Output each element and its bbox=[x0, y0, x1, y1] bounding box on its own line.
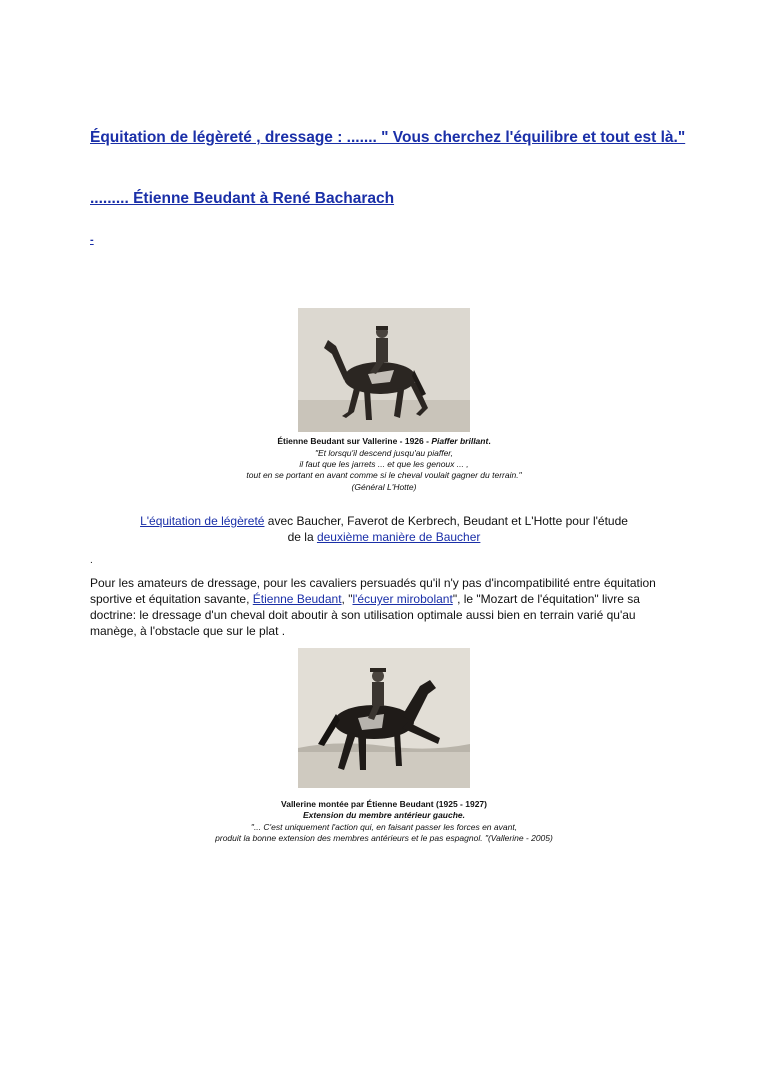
quote1-line: tout en se portant en avant comme si le cheval voulait gagner du terrain." bbox=[246, 470, 522, 480]
page-title[interactable]: Équitation de légèreté , dressage : ....... " Vous cherchez l'équilibre et tout est là." bbox=[90, 129, 686, 146]
dash-link[interactable]: - bbox=[90, 234, 94, 246]
photo1-caption-end: . bbox=[488, 436, 491, 446]
photo2-caption: Vallerine montée par Étienne Beudant (1925 - 1927) bbox=[281, 799, 487, 809]
link-deuxieme-maniere-baucher[interactable]: deuxième manière de Baucher bbox=[316, 530, 481, 544]
link-equitation-legerete[interactable]: L'équitation de légèreté bbox=[140, 514, 265, 528]
intro-line-2 bbox=[0, 529, 768, 545]
link-ecuyer-mirobolant[interactable]: l'écuyer mirobolant bbox=[352, 592, 453, 606]
link-etienne-beudant[interactable]: Étienne Beudant bbox=[252, 592, 342, 606]
page-subtitle-link[interactable]: ......... Étienne Beudant à René Bacharach bbox=[90, 190, 395, 207]
quote2-line: "... C'est uniquement l'action qui, en faisant passer les forces en avant, bbox=[250, 822, 518, 832]
photo1-caption-emphasis: Piaffer brillant bbox=[431, 436, 489, 446]
separator-dot: . bbox=[90, 555, 93, 566]
horse-rider-photo bbox=[298, 648, 470, 788]
intro-text-1: avec Baucher, Faverot de Kerbrech, Beudant et L'Hotte pour l'étude bbox=[264, 514, 628, 528]
horse-rider-photo bbox=[298, 308, 470, 432]
paragraph-text-3: ", le "Mozart de l'équitation" livre sa doctrine: le dressage d'un cheval doit aboutir à son utilisation optimale aussi bien en terrain varié qu'au manège, à l'obstacle que sur le plat . bbox=[90, 592, 640, 638]
quote1-line: il faut que les jarrets ... et que les genoux ... , bbox=[299, 459, 469, 469]
quote1-attribution: (Général L'Hotte) bbox=[351, 482, 417, 492]
photo-beudant-vallerine-piaffer bbox=[298, 308, 470, 432]
photo-vallerine-extension bbox=[298, 648, 470, 788]
intro-text-2: de la bbox=[287, 530, 317, 544]
quote1-line: "Et lorsqu'il descend jusqu'au piaffer, bbox=[314, 448, 454, 458]
photo1-caption bbox=[0, 436, 768, 447]
intro-line-1 bbox=[0, 513, 768, 529]
photo1-caption-lead: Étienne Beudant sur Vallerine - 1926 - bbox=[277, 436, 432, 446]
body-paragraph bbox=[90, 575, 680, 639]
paragraph-text-2: , " bbox=[341, 592, 353, 606]
photo2-caption-subtitle: Extension du membre antérieur gauche. bbox=[302, 810, 465, 820]
paragraph-text-1: Pour les amateurs de dressage, pour les cavaliers persuadés qu'il n'y pas d'incompatibilité entre équitation sportive et équitation savante, bbox=[90, 576, 656, 606]
quote2-line: produit la bonne extension des membres antérieurs et le pas espagnol. "(Vallerine - 2005) bbox=[215, 833, 553, 843]
